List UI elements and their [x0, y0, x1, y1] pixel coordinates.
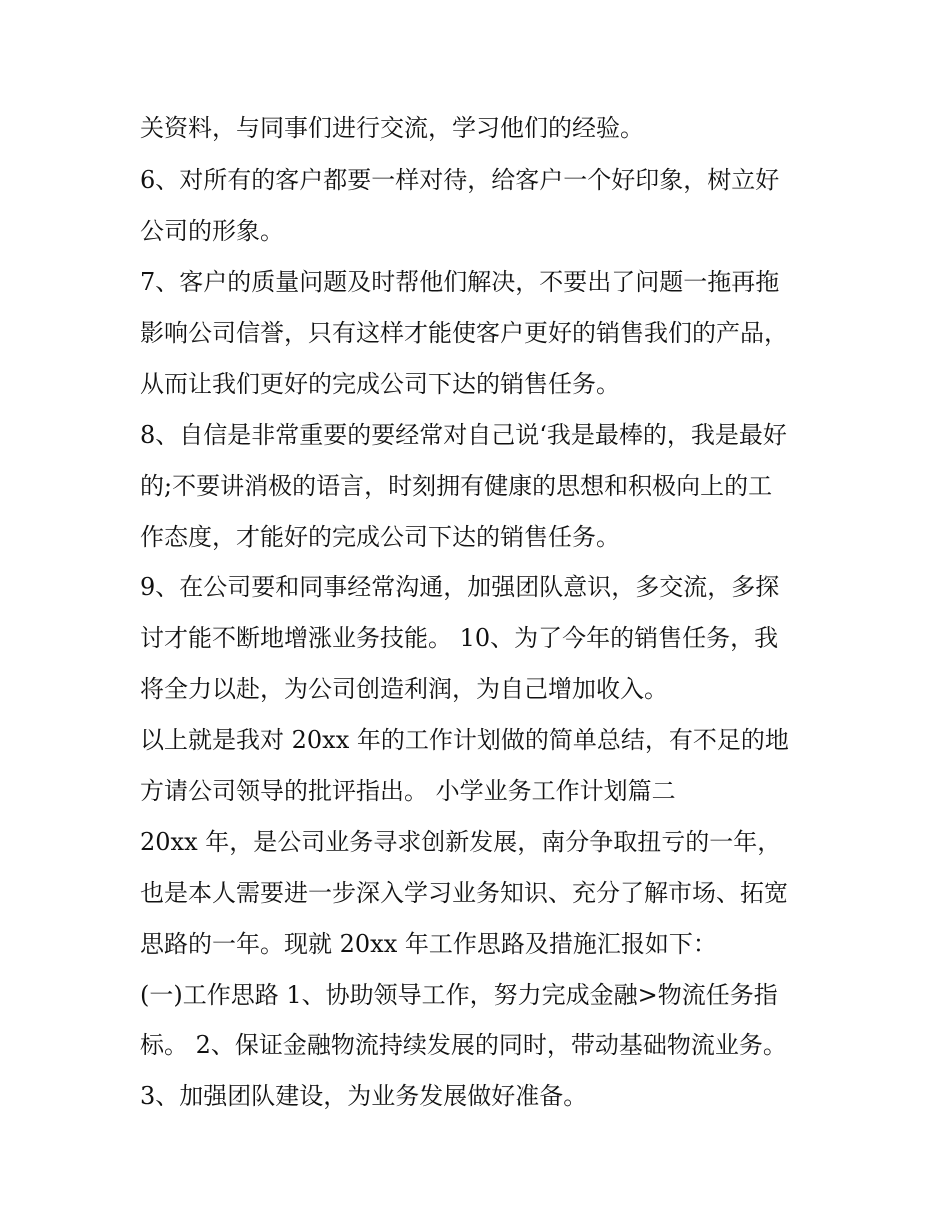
- text-line: 关资料，与同事们进行交流，学习他们的经验。: [140, 114, 644, 142]
- text-line: 将全力以赴，为公司创造利润，为自己增加收入。: [140, 675, 668, 703]
- text-line: 标。 2、保证金融物流持续发展的同时，带动基础物流业务。: [140, 1031, 787, 1059]
- text-line: 3、加强团队建设，为业务发展做好准备。: [140, 1082, 588, 1110]
- text-line: 公司的形象。: [140, 217, 284, 245]
- text-line: 的;不要讲消极的语言，时刻拥有健康的思想和积极向上的工: [140, 472, 773, 500]
- text-line: 思路的一年。现就 20xx 年工作思路及措施汇报如下：: [140, 930, 717, 958]
- text-line: 9、在公司要和同事经常沟通，加强团队意识，多交流，多探: [140, 573, 780, 601]
- text-line: 也是本人需要进一步深入学习业务知识、充分了解市场、拓宽: [140, 879, 788, 907]
- text-line: 方请公司领导的批评指出。 小学业务工作计划篇二: [140, 777, 676, 805]
- text-line: 20xx 年，是公司业务寻求创新发展，南分争取扭亏的一年，: [140, 828, 782, 856]
- text-line: 7、客户的质量问题及时帮他们解决，不要出了问题一拖再拖: [140, 268, 780, 296]
- text-line: 影响公司信誉，只有这样才能使客户更好的销售我们的产品，: [140, 319, 788, 347]
- text-line: 讨才能不断地增涨业务技能。 10、为了今年的销售任务，我: [140, 624, 779, 652]
- text-line: 从而让我们更好的完成公司下达的销售任务。: [140, 370, 620, 398]
- text-line: 6、对所有的客户都要一样对待，给客户一个好印象，树立好: [140, 166, 780, 194]
- text-line: 8、自信是非常重要的要经常对自己说‘我是最棒的，我是最好: [140, 421, 787, 449]
- text-line: 作态度，才能好的完成公司下达的销售任务。: [140, 523, 620, 551]
- text-line: 以上就是我对 20xx 年的工作计划做的简单总结，有不足的地: [140, 726, 789, 754]
- text-line: (一)工作思路 1、协助领导工作，努力完成金融>物流任务指: [140, 981, 778, 1009]
